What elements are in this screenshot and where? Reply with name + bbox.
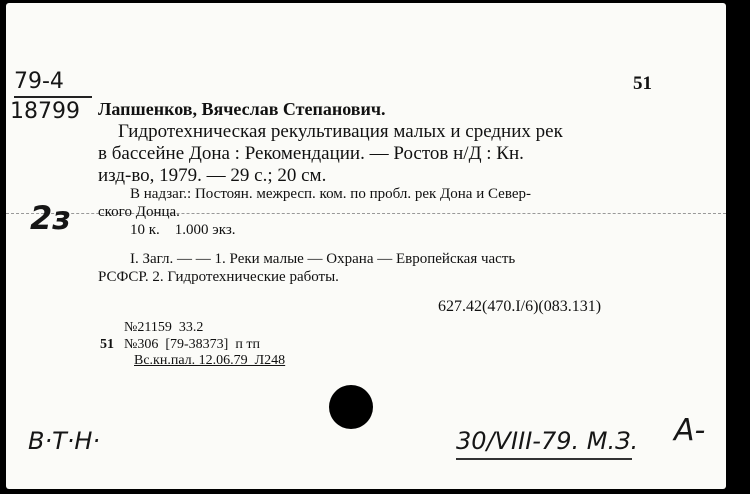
handwritten-corner-mark: А- (674, 413, 706, 448)
note-line-2: ского Донца. (98, 204, 180, 220)
copies-line: 10 к. 1.000 экз. (130, 222, 236, 238)
classification-code: 627.42(470.I/6)(083.131) (438, 298, 602, 315)
register-line-1: №21159 33.2 (124, 320, 204, 335)
title-line-1: Гидротехническая рекультивация малых и средних рек (118, 121, 563, 142)
headings-line-1: I. Загл. — — 1. Реки малые — Охрана — Европейская часть (130, 251, 516, 267)
handwritten-left-mark: 2з (30, 199, 71, 237)
handwritten-date: 30/VIII-79. М.З. (456, 427, 639, 455)
note-line-1: В надзаг.: Постоян. межресп. ком. по пробл. рек Дона и Север- (130, 186, 531, 202)
register-line-2: №306 [79-38373] п тп (124, 337, 260, 352)
catalog-card (6, 3, 726, 489)
title-line-2: в бассейне Дона : Рекомендации. — Ростов н/Д : Кн. (98, 143, 524, 164)
punch-hole (329, 385, 373, 429)
headings-line-2: РСФСР. 2. Гидротехнические работы. (98, 269, 339, 285)
shelf-mark-underline (14, 96, 92, 98)
handwritten-initials: В·Т·Н· (28, 427, 101, 455)
handwritten-date-underline (456, 458, 632, 460)
register-prefix: 51 (100, 337, 114, 352)
card-number: 51 (633, 73, 652, 94)
register-line-3: Вс.кн.пал. 12.06.79 Л248 (134, 353, 286, 368)
shelf-mark-2: 18799 (10, 99, 80, 124)
shelf-mark-1: 79-4 (14, 69, 64, 94)
author-heading: Лапшенков, Вячеслав Степанович. (98, 99, 386, 119)
title-line-3: изд-во, 1979. — 29 с.; 20 см. (98, 165, 327, 186)
